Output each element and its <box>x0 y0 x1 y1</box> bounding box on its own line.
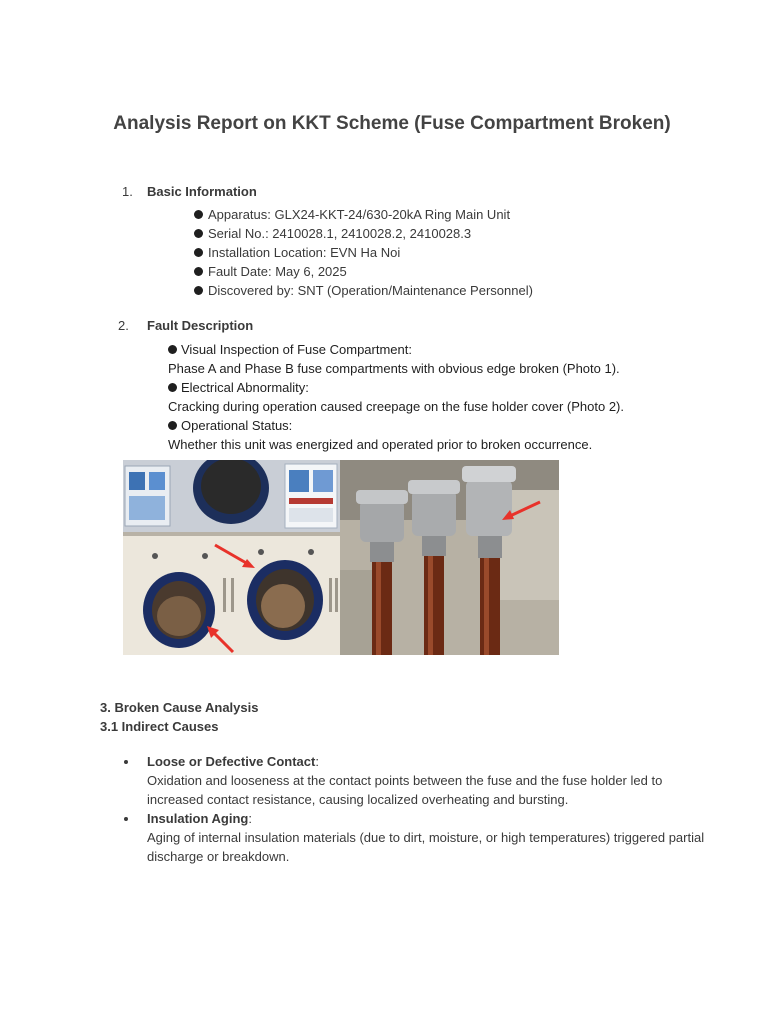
bullet-icon <box>194 229 203 238</box>
section-1-heading: Basic Information <box>147 184 257 199</box>
cause-label: Insulation Aging <box>147 811 249 826</box>
list-item: Installation Location: EVN Ha Noi <box>194 243 533 262</box>
bullet-icon <box>194 248 203 257</box>
fault-item-heading: Operational Status: <box>168 416 624 435</box>
section-1-number: 1. <box>122 184 133 199</box>
cause-label: Loose or Defective Contact <box>147 754 316 769</box>
list-item: Insulation Aging: Aging of internal insulation materials (due to dirt, moisture, or high temperatures) triggered partial discharge or breakdown. <box>122 809 712 866</box>
bullet-icon <box>194 210 203 219</box>
fault-description <box>168 340 624 454</box>
list-item: Loose or Defective Contact: Oxidation and looseness at the contact points between the fuse and the fuse holder led to increased contact resistance, causing localized overheating and bursting. <box>122 752 712 809</box>
list-item: Apparatus: GLX24-KKT-24/630-20kA Ring Main Unit <box>194 205 533 224</box>
list-item: Fault Date: May 6, 2025 <box>194 262 533 281</box>
list-item: Serial No.: 2410028.1, 2410028.2, 2410028.3 <box>194 224 533 243</box>
section-2-heading: Fault Description <box>147 318 254 333</box>
bullet-icon <box>194 286 203 295</box>
fault-item-heading: Visual Inspection of Fuse Compartment: <box>168 340 624 359</box>
indirect-causes-list <box>122 752 712 866</box>
list-item: Discovered by: SNT (Operation/Maintenance Personnel) <box>194 281 533 300</box>
bullet-icon <box>168 383 177 392</box>
fuse-compartment-photo <box>123 460 340 655</box>
bullet-icon <box>168 421 177 430</box>
fault-item-text: Phase A and Phase B fuse compartments with obvious edge broken (Photo 1). <box>168 361 620 376</box>
fault-item-text: Cracking during operation caused creepage on the fuse holder cover (Photo 2). <box>168 399 625 414</box>
page-title: Analysis Report on KKT Scheme (Fuse Compartment Broken) <box>113 113 671 134</box>
section-2-number: 2. <box>118 318 129 333</box>
bullet-icon <box>124 760 128 764</box>
section-3-1-heading: 3.1 Indirect Causes <box>100 719 219 734</box>
fuse-holder-cable-photo <box>340 460 559 655</box>
cause-text: Aging of internal insulation materials (due to dirt, moisture, or high temperatures) triggered partial discharge or breakdown. <box>147 830 705 864</box>
bullet-icon <box>194 267 203 276</box>
fault-item-heading: Electrical Abnormality: <box>168 378 624 397</box>
fault-item-text: Whether this unit was energized and operated prior to broken occurrence. <box>168 437 593 452</box>
cause-text: Oxidation and looseness at the contact points between the fuse and the fuse holder led to increased contact resistance, causing localized overheating and bursting. <box>147 773 663 807</box>
basic-info-list <box>194 205 533 300</box>
bullet-icon <box>124 817 128 821</box>
section-3-heading: 3. Broken Cause Analysis <box>100 700 259 715</box>
bullet-icon <box>168 345 177 354</box>
